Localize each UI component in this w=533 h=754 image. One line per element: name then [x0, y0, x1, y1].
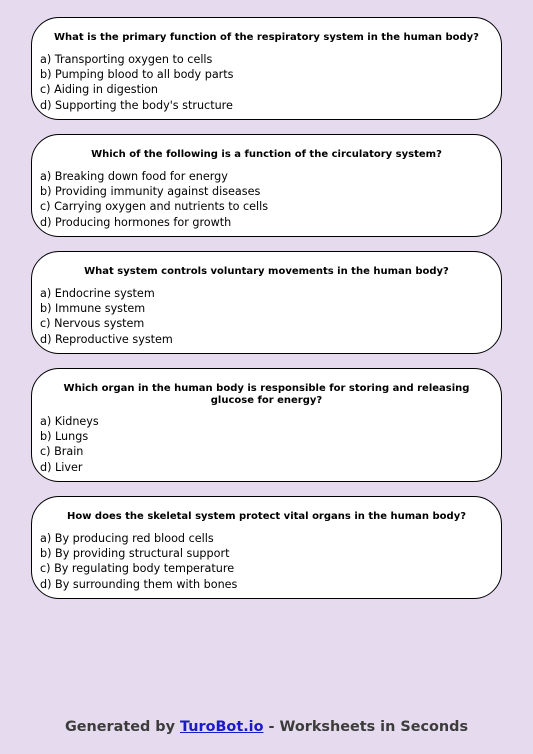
options-list — [40, 414, 493, 475]
option-a: a) Transporting oxygen to cells — [40, 53, 213, 66]
option-a: a) Endocrine system — [40, 287, 155, 300]
option-b: b) Pumping blood to all body parts — [40, 68, 234, 82]
options-list — [40, 169, 493, 230]
footer — [0, 719, 533, 735]
footer-prefix: Generated by — [64, 719, 180, 735]
question-card-1 — [31, 17, 502, 120]
question-card-4 — [31, 368, 502, 482]
option-d: d) Liver — [40, 460, 83, 474]
option-b: b) Lungs — [40, 430, 89, 444]
options-list — [40, 531, 493, 592]
option-d: d) By surrounding them with bones — [40, 577, 238, 591]
option-c: c) Brain — [40, 445, 84, 459]
question-text: What system controls voluntary movements in the human body? — [84, 266, 449, 277]
option-b: b) Providing immunity against diseases — [40, 185, 261, 199]
question-card-5 — [31, 496, 502, 599]
option-a: a) By producing red blood cells — [40, 532, 214, 545]
options-list — [40, 286, 493, 347]
option-c: c) Carrying oxygen and nutrients to cells — [40, 200, 269, 214]
question-card-3 — [31, 251, 502, 354]
option-c: c) By regulating body temperature — [40, 562, 235, 576]
option-c: c) Aiding in digestion — [40, 83, 158, 97]
option-d: d) Producing hormones for growth — [40, 215, 232, 229]
question-card-2 — [31, 134, 502, 237]
footer-suffix: - Worksheets in Seconds — [263, 719, 469, 735]
turobot-link[interactable]: TuroBot.io — [180, 719, 264, 735]
option-b: b) By providing structural support — [40, 547, 230, 561]
question-text: Which organ in the human body is responsible for storing and releasing glucose for energy? — [63, 383, 470, 406]
question-text: Which of the following is a function of the circulatory system? — [91, 149, 442, 160]
question-text: What is the primary function of the respiratory system in the human body? — [54, 32, 479, 43]
option-d: d) Supporting the body's structure — [40, 98, 233, 112]
options-list — [40, 52, 493, 113]
option-b: b) Immune system — [40, 302, 146, 316]
option-a: a) Kidneys — [40, 415, 99, 428]
option-a: a) Breaking down food for energy — [40, 170, 228, 183]
question-text: How does the skeletal system protect vital organs in the human body? — [66, 511, 467, 522]
option-c: c) Nervous system — [40, 317, 145, 331]
option-d: d) Reproductive system — [40, 332, 173, 346]
